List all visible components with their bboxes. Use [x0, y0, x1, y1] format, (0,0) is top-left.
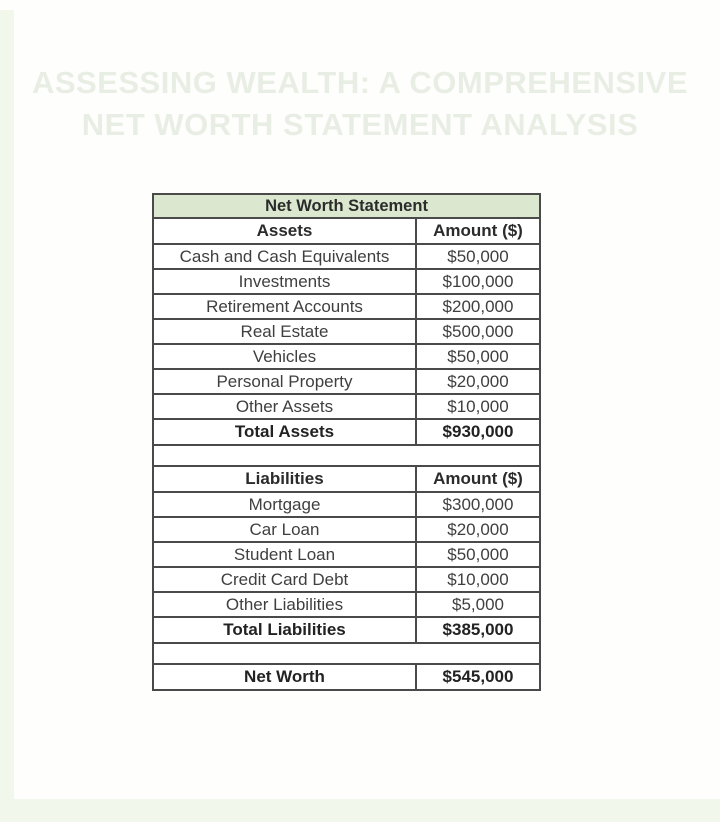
assets-header-row: [153, 218, 540, 244]
liabilities-header-label: Liabilities: [153, 466, 416, 492]
table-row: [153, 319, 540, 344]
row-amount-cell: $50,000: [416, 344, 540, 369]
table-row: [153, 269, 540, 294]
table-row: [153, 294, 540, 319]
table-title: Net Worth Statement: [153, 194, 540, 218]
row-label-cell: Other Liabilities: [153, 592, 416, 617]
row-label-cell: Investments: [153, 269, 416, 294]
row-label-cell: Car Loan: [153, 517, 416, 542]
row-label-cell: Other Assets: [153, 394, 416, 419]
table-row: [153, 542, 540, 567]
page-heading: [0, 62, 720, 146]
row-label-cell: Vehicles: [153, 344, 416, 369]
row-label-cell: Mortgage: [153, 492, 416, 517]
row-amount-cell: $50,000: [416, 542, 540, 567]
row-label-cell: Retirement Accounts: [153, 294, 416, 319]
table-title-row: [153, 194, 540, 218]
table-row: [153, 369, 540, 394]
net-worth-table: [152, 193, 541, 691]
total-assets-label: Total Assets: [153, 419, 416, 445]
spacer-cell: [153, 445, 540, 466]
row-label-cell: Personal Property: [153, 369, 416, 394]
spacer-row: [153, 643, 540, 664]
table-row: [153, 567, 540, 592]
bottom-edge-accent: [0, 799, 720, 822]
table-row: [153, 394, 540, 419]
spacer-row: [153, 445, 540, 466]
row-amount-cell: $20,000: [416, 517, 540, 542]
spacer-cell: [153, 643, 540, 664]
table-row: [153, 344, 540, 369]
liabilities-header-row: [153, 466, 540, 492]
table-row: [153, 492, 540, 517]
total-assets-amount: $930,000: [416, 419, 540, 445]
row-label-cell: Cash and Cash Equivalents: [153, 244, 416, 269]
row-label-cell: Student Loan: [153, 542, 416, 567]
row-amount-cell: $300,000: [416, 492, 540, 517]
total-liabilities-label: Total Liabilities: [153, 617, 416, 643]
row-label-cell: Real Estate: [153, 319, 416, 344]
heading-line-2: NET WORTH STATEMENT ANALYSIS: [81, 107, 639, 142]
row-amount-cell: $10,000: [416, 394, 540, 419]
total-assets-row: [153, 419, 540, 445]
row-label-cell: Credit Card Debt: [153, 567, 416, 592]
table-row: [153, 244, 540, 269]
assets-header-label: Assets: [153, 218, 416, 244]
net-worth-amount: $545,000: [416, 664, 540, 690]
net-worth-row: [153, 664, 540, 690]
total-liabilities-row: [153, 617, 540, 643]
row-amount-cell: $200,000: [416, 294, 540, 319]
row-amount-cell: $50,000: [416, 244, 540, 269]
table-row: [153, 592, 540, 617]
assets-amount-header: Amount ($): [416, 218, 540, 244]
total-liabilities-amount: $385,000: [416, 617, 540, 643]
row-amount-cell: $100,000: [416, 269, 540, 294]
row-amount-cell: $20,000: [416, 369, 540, 394]
heading-line-1: ASSESSING WEALTH: A COMPREHENSIVE: [31, 65, 689, 100]
table-row: [153, 517, 540, 542]
row-amount-cell: $500,000: [416, 319, 540, 344]
liabilities-amount-header: Amount ($): [416, 466, 540, 492]
row-amount-cell: $10,000: [416, 567, 540, 592]
row-amount-cell: $5,000: [416, 592, 540, 617]
net-worth-label: Net Worth: [153, 664, 416, 690]
